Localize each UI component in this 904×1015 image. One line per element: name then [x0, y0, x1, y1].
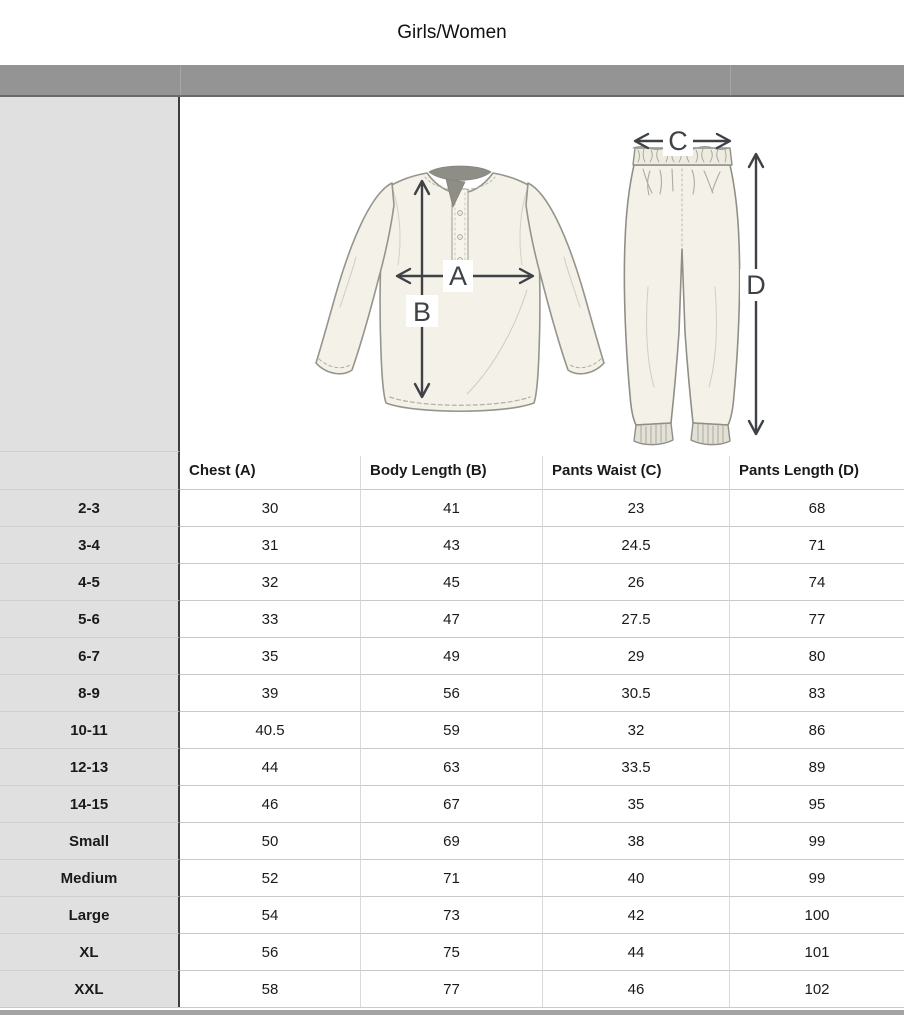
- column-header-pants-length: Pants Length (D): [729, 451, 904, 489]
- pajama-diagram: [180, 97, 904, 456]
- size-label: 4-5: [0, 563, 180, 600]
- header-bar-segment: [730, 65, 904, 95]
- size-value: 54: [180, 896, 360, 933]
- size-label: 2-3: [0, 489, 180, 526]
- size-value: 74: [729, 563, 904, 600]
- size-value: 30.5: [542, 674, 729, 711]
- table-row: [0, 933, 904, 970]
- size-value: 102: [729, 970, 904, 1007]
- size-value: 63: [360, 748, 542, 785]
- size-value: 46: [542, 970, 729, 1007]
- page-title: Girls/Women: [397, 21, 507, 43]
- size-value: 40: [542, 859, 729, 896]
- size-value: 77: [360, 970, 542, 1007]
- column-header-body-length: Body Length (B): [360, 451, 542, 489]
- size-value: 32: [180, 563, 360, 600]
- size-value: 52: [180, 859, 360, 896]
- size-value: 24.5: [542, 526, 729, 563]
- size-value: 49: [360, 637, 542, 674]
- size-label: Medium: [0, 859, 180, 896]
- size-label: 6-7: [0, 637, 180, 674]
- size-label: 5-6: [0, 600, 180, 637]
- table-row: [0, 563, 904, 600]
- size-label: 10-11: [0, 711, 180, 748]
- size-value: 40.5: [180, 711, 360, 748]
- section-header-bar: [0, 65, 904, 97]
- size-value: 38: [542, 822, 729, 859]
- size-value: 77: [729, 600, 904, 637]
- size-value: 27.5: [542, 600, 729, 637]
- size-value: 73: [360, 896, 542, 933]
- table-row: [0, 970, 904, 1007]
- size-value: 56: [180, 933, 360, 970]
- size-label: Large: [0, 896, 180, 933]
- size-value: 69: [360, 822, 542, 859]
- size-value: 35: [180, 637, 360, 674]
- pants-waist-measure-label: C: [668, 126, 688, 156]
- diagram-row-label-cell: [0, 97, 180, 456]
- size-value: 56: [360, 674, 542, 711]
- size-label: 12-13: [0, 748, 180, 785]
- size-value: 43: [360, 526, 542, 563]
- size-value: 45: [360, 563, 542, 600]
- table-row: [0, 674, 904, 711]
- size-label: 14-15: [0, 785, 180, 822]
- size-value: 26: [542, 563, 729, 600]
- size-value: 50: [180, 822, 360, 859]
- table-row: [0, 896, 904, 933]
- table-row: [0, 748, 904, 785]
- size-value: 46: [180, 785, 360, 822]
- size-table-body: [0, 489, 904, 1007]
- size-value: 32: [542, 711, 729, 748]
- size-value: 44: [542, 933, 729, 970]
- size-value: 68: [729, 489, 904, 526]
- size-label: XXL: [0, 970, 180, 1007]
- size-value: 71: [729, 526, 904, 563]
- size-value: 31: [180, 526, 360, 563]
- size-value: 83: [729, 674, 904, 711]
- table-row: [0, 859, 904, 896]
- chest-measure-label: A: [448, 261, 468, 291]
- body-length-measure-label: B: [412, 297, 432, 327]
- pajama-measurement-illustration: [180, 97, 904, 451]
- pants-length-measure-label: D: [746, 270, 766, 300]
- table-row: [0, 711, 904, 748]
- table-row: [0, 822, 904, 859]
- size-value: 99: [729, 859, 904, 896]
- header-bar-segment: [180, 65, 730, 95]
- table-header-row: [0, 451, 904, 489]
- size-value: 33.5: [542, 748, 729, 785]
- size-label: 3-4: [0, 526, 180, 563]
- column-header-pants-waist: Pants Waist (C): [542, 451, 729, 489]
- column-header-chest: Chest (A): [180, 451, 360, 489]
- diagram-row: [0, 97, 904, 451]
- size-label: Small: [0, 822, 180, 859]
- size-value: 86: [729, 711, 904, 748]
- size-value: 101: [729, 933, 904, 970]
- header-bar-segment: [0, 65, 180, 95]
- size-value: 100: [729, 896, 904, 933]
- size-value: 71: [360, 859, 542, 896]
- table-row: [0, 489, 904, 526]
- size-label: XL: [0, 933, 180, 970]
- size-value: 89: [729, 748, 904, 785]
- size-value: 30: [180, 489, 360, 526]
- size-value: 59: [360, 711, 542, 748]
- table-row: [0, 600, 904, 637]
- size-value: 35: [542, 785, 729, 822]
- size-value: 39: [180, 674, 360, 711]
- size-value: 29: [542, 637, 729, 674]
- size-value: 44: [180, 748, 360, 785]
- size-value: 42: [542, 896, 729, 933]
- size-value: 23: [542, 489, 729, 526]
- size-value: 47: [360, 600, 542, 637]
- size-value: 41: [360, 489, 542, 526]
- table-row: [0, 785, 904, 822]
- size-value: 95: [729, 785, 904, 822]
- size-column-header-empty: [0, 451, 180, 489]
- size-value: 33: [180, 600, 360, 637]
- table-row: [0, 637, 904, 674]
- size-value: 75: [360, 933, 542, 970]
- next-section-bar: [0, 1010, 904, 1015]
- size-label: 8-9: [0, 674, 180, 711]
- size-value: 80: [729, 637, 904, 674]
- size-value: 67: [360, 785, 542, 822]
- table-row: [0, 526, 904, 563]
- size-value: 58: [180, 970, 360, 1007]
- size-value: 99: [729, 822, 904, 859]
